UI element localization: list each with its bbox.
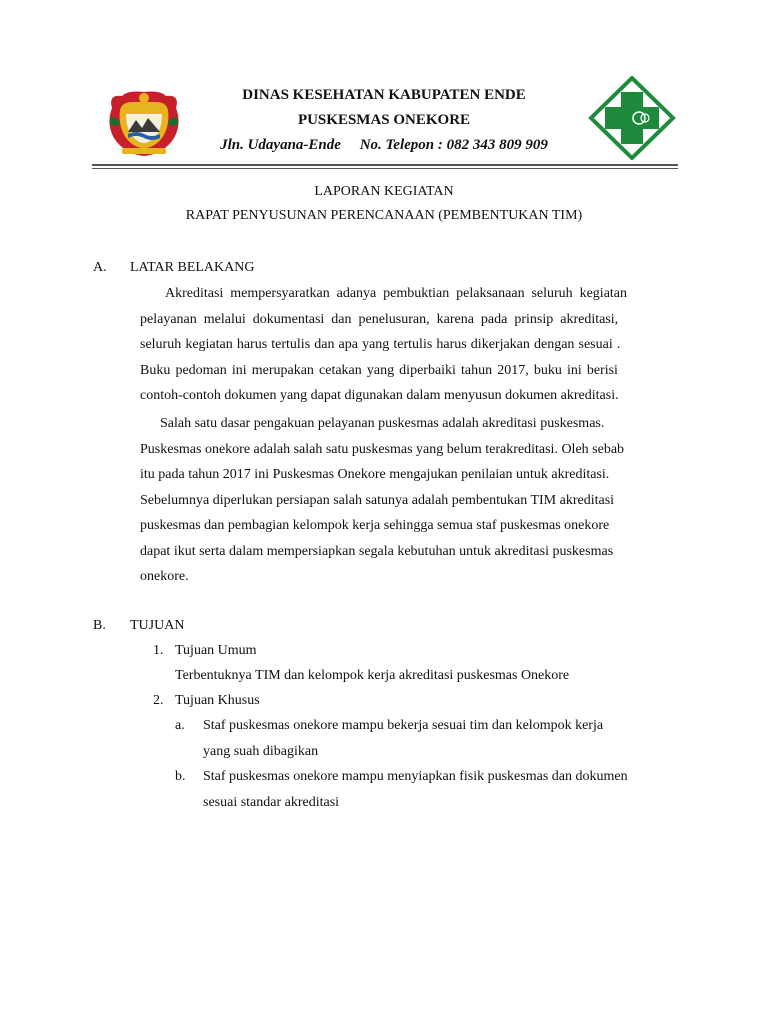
sub-item-b-text [203,764,628,815]
paragraph-line: itu pada tahun 2017 ini Puskesmas Onekore mengajukan penilaian untuk akreditasi. [140,467,610,482]
item-1-text: Terbentuknya TIM dan kelompok kerja akreditasi puskesmas Onekore [175,668,570,683]
section-a-heading: LATAR BELAKANG [130,260,255,275]
paragraph-line: Buku pedoman ini merupakan cetakan yang diperbaiki tahun 2017, buku ini berisi [140,362,618,378]
sub-item-line: sesuai standar akreditasi [203,794,340,810]
paragraph-line: Salah satu dasar pengakuan pelayanan puskesmas adalah akreditasi puskesmas. [160,416,605,431]
report-subtitle: RAPAT PENYUSUNAN PERENCANAAN (PEMBENTUKAN TIM) [185,208,583,223]
sub-item-line: Staf puskesmas onekore mampu bekerja sesuai tim dan kelompok kerja [203,718,604,733]
section-a-paragraph-1 [140,281,670,409]
report-title: LAPORAN KEGIATAN [314,184,454,199]
sub-item-line: yang suah dibagikan [203,743,319,759]
paragraph-line: seluruh kegiatan harus tertulis dan apa yang tertulis harus dikerjakan dengan sesuai . [140,337,621,352]
item-1-label: Tujuan Umum [175,643,257,658]
section-a-letter: A. [93,260,107,275]
paragraph-line: Puskesmas onekore adalah salah satu puskesmas yang belum terakreditasi. Oleh sebab [140,441,625,457]
section-b-letter: B. [93,618,106,633]
paragraph-line: Sebelumnya diperlukan persiapan salah satunya adalah pembentukan TIM akreditasi [140,492,615,508]
header-rule-thick [92,164,678,166]
header-rule-thin [92,168,678,169]
paragraph-line: dapat ikut serta dalam mempersiapkan segala kebutuhan untuk akreditasi puskesmas [140,543,614,559]
contact-line [0,137,768,154]
paragraph-line: pelayanan melalui dokumentasi dan penelusuran, karena pada prinsip akreditasi, [140,311,619,327]
sub-item-b-letter: b. [175,769,186,784]
paragraph-line: puskesmas dan pembagian kelompok kerja sehingga semua staf puskesmas onekore [140,518,610,533]
address: Jln. Udayana-Ende [220,137,341,153]
sub-item-a-letter: a. [175,718,185,733]
paragraph-line: onekore. [140,569,189,584]
item-1-number: 1. [153,643,164,658]
phone: No. Telepon : 082 343 809 909 [359,137,548,153]
section-b-heading: TUJUAN [130,618,185,633]
agency-name: DINAS KESEHATAN KABUPATEN ENDE [242,87,526,103]
item-2-label: Tujuan Khusus [175,693,260,708]
section-a-paragraph-2 [140,411,670,590]
sub-item-line: Staf puskesmas onekore mampu menyiapkan fisik puskesmas dan dokumen [203,769,628,784]
item-2-number: 2. [153,693,164,708]
paragraph-line: Akreditasi mempersyaratkan adanya pembuktian pelaksanaan seluruh kegiatan [165,286,628,301]
paragraph-line: contoh-contoh dokumen yang dapat digunakan dalam menyusun dokumen akreditasi. [140,388,619,403]
clinic-name: PUSKESMAS ONEKORE [297,112,471,128]
sub-item-a-text [203,713,603,764]
